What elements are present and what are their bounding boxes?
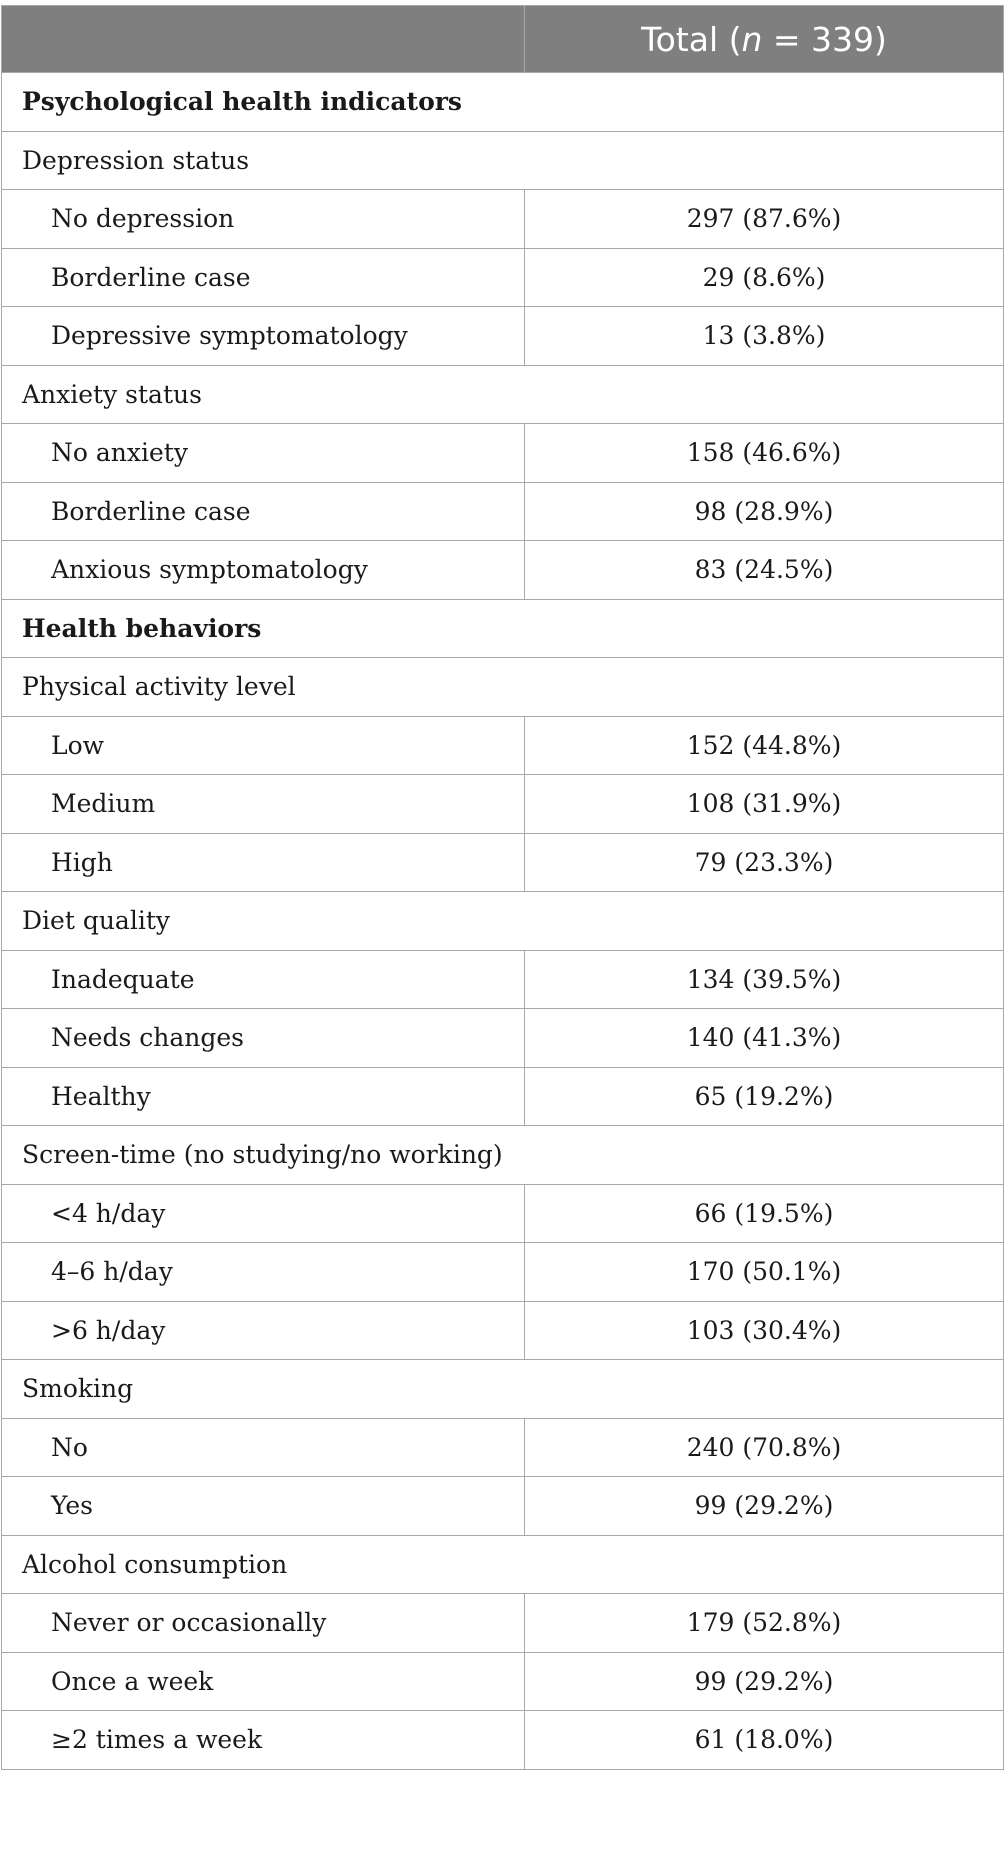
group-label: Physical activity level <box>2 658 1004 717</box>
row-label: Once a week <box>2 1652 525 1711</box>
row-value: 79 (23.3%) <box>525 833 1004 892</box>
row-value: 13 (3.8%) <box>525 307 1004 366</box>
row-label: Depressive symptomatology <box>2 307 525 366</box>
row-label: Inadequate <box>2 950 525 1009</box>
row-label: No <box>2 1418 525 1477</box>
table-row <box>2 716 1004 775</box>
row-value: 170 (50.1%) <box>525 1243 1004 1302</box>
table-body <box>2 73 1004 1770</box>
table-row <box>2 1418 1004 1477</box>
table-row <box>2 1067 1004 1126</box>
table-row <box>2 1009 1004 1068</box>
table-row <box>2 1243 1004 1302</box>
table-row <box>2 541 1004 600</box>
group-header-row <box>2 131 1004 190</box>
data-table <box>1 5 1004 1770</box>
group-header-row <box>2 1535 1004 1594</box>
header-total <box>525 6 1004 73</box>
row-value: 61 (18.0%) <box>525 1711 1004 1770</box>
row-label: >6 h/day <box>2 1301 525 1360</box>
table-row <box>2 775 1004 834</box>
table-row <box>2 950 1004 1009</box>
table-row <box>2 1652 1004 1711</box>
group-header-row <box>2 1126 1004 1185</box>
table-row <box>2 1594 1004 1653</box>
row-value: 103 (30.4%) <box>525 1301 1004 1360</box>
table-row <box>2 248 1004 307</box>
table-row <box>2 1711 1004 1770</box>
table-row <box>2 833 1004 892</box>
group-label: Alcohol consumption <box>2 1535 1004 1594</box>
row-label: Anxious symptomatology <box>2 541 525 600</box>
row-value: 152 (44.8%) <box>525 716 1004 775</box>
row-value: 99 (29.2%) <box>525 1477 1004 1536</box>
row-value: 108 (31.9%) <box>525 775 1004 834</box>
header-row <box>2 6 1004 73</box>
row-value: 134 (39.5%) <box>525 950 1004 1009</box>
row-value: 240 (70.8%) <box>525 1418 1004 1477</box>
header-empty-cell <box>2 6 525 73</box>
row-value: 83 (24.5%) <box>525 541 1004 600</box>
row-value: 158 (46.6%) <box>525 424 1004 483</box>
group-header-row <box>2 1360 1004 1419</box>
table-row <box>2 1301 1004 1360</box>
row-label: Needs changes <box>2 1009 525 1068</box>
group-label: Depression status <box>2 131 1004 190</box>
row-value: 140 (41.3%) <box>525 1009 1004 1068</box>
row-value: 66 (19.5%) <box>525 1184 1004 1243</box>
table-row <box>2 424 1004 483</box>
row-value: 297 (87.6%) <box>525 190 1004 249</box>
group-header-row <box>2 658 1004 717</box>
table-row <box>2 190 1004 249</box>
table-row <box>2 482 1004 541</box>
row-label: Borderline case <box>2 482 525 541</box>
table-row <box>2 1477 1004 1536</box>
row-value: 98 (28.9%) <box>525 482 1004 541</box>
group-label: Diet quality <box>2 892 1004 951</box>
header-total-prefix: Total ( <box>641 19 742 59</box>
row-value: 179 (52.8%) <box>525 1594 1004 1653</box>
row-value: 99 (29.2%) <box>525 1652 1004 1711</box>
group-label: Smoking <box>2 1360 1004 1419</box>
row-label: Never or occasionally <box>2 1594 525 1653</box>
group-label: Anxiety status <box>2 365 1004 424</box>
table-row <box>2 307 1004 366</box>
row-label: ≥2 times a week <box>2 1711 525 1770</box>
row-label: Borderline case <box>2 248 525 307</box>
group-label: Screen-time (no studying/no working) <box>2 1126 1004 1185</box>
row-label: High <box>2 833 525 892</box>
section-header-row <box>2 73 1004 132</box>
table-header <box>2 6 1004 73</box>
header-n-symbol: n <box>741 19 763 59</box>
group-header-row <box>2 892 1004 951</box>
row-label: <4 h/day <box>2 1184 525 1243</box>
row-label: Medium <box>2 775 525 834</box>
header-total-suffix: = 339) <box>762 19 887 59</box>
section-label: Health behaviors <box>2 599 1004 658</box>
section-label: Psychological health indicators <box>2 73 1004 132</box>
row-label: Healthy <box>2 1067 525 1126</box>
group-header-row <box>2 365 1004 424</box>
row-label: 4–6 h/day <box>2 1243 525 1302</box>
row-label: No depression <box>2 190 525 249</box>
row-label: Low <box>2 716 525 775</box>
row-label: No anxiety <box>2 424 525 483</box>
row-label: Yes <box>2 1477 525 1536</box>
row-value: 65 (19.2%) <box>525 1067 1004 1126</box>
section-header-row <box>2 599 1004 658</box>
table-row <box>2 1184 1004 1243</box>
row-value: 29 (8.6%) <box>525 248 1004 307</box>
